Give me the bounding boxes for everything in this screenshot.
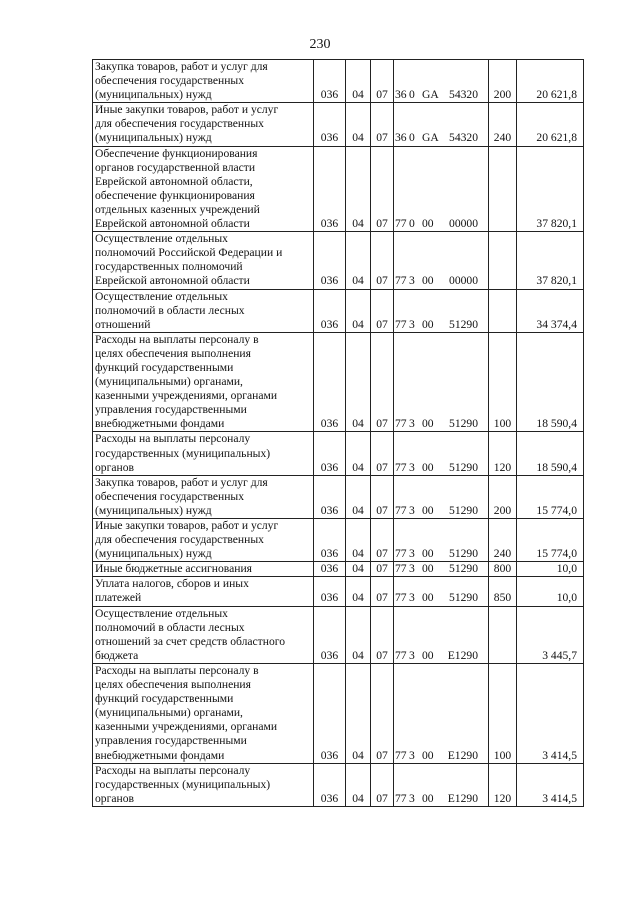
- target-article-code: [394, 232, 489, 289]
- amount: 3 445,7: [517, 606, 584, 663]
- target-article-code: [394, 606, 489, 663]
- table-row: [93, 663, 584, 763]
- target-code-part: 3: [409, 503, 415, 517]
- description-line: Иные бюджетные ассигнования: [95, 562, 252, 576]
- row-description: [93, 103, 314, 146]
- expense-type-code: 100: [489, 332, 517, 432]
- amount: 37 820,1: [517, 232, 584, 289]
- target-code-part: 00: [422, 317, 434, 331]
- subsection-code: 07: [371, 332, 394, 432]
- target-article-code: [394, 60, 489, 103]
- subsection-code: 07: [371, 103, 394, 146]
- description-line: внебюджетными фондами: [95, 748, 225, 762]
- section-code: 04: [346, 332, 371, 432]
- target-code-part: 77: [395, 503, 407, 517]
- ministry-code: 036: [314, 432, 346, 475]
- description-line: бюджета: [95, 648, 139, 662]
- target-code-part: 3: [409, 648, 415, 662]
- section-code: 04: [346, 519, 371, 562]
- section-code: 04: [346, 663, 371, 763]
- target-article-code: [394, 577, 489, 606]
- subsection-code: 07: [371, 519, 394, 562]
- ministry-code: 036: [314, 519, 346, 562]
- expense-type-code: 240: [489, 519, 517, 562]
- target-code-part: Е1290: [447, 748, 478, 762]
- target-code-part: 00: [422, 562, 434, 576]
- target-code-part: 3: [409, 317, 415, 331]
- amount: 15 774,0: [517, 475, 584, 518]
- target-code-part: 77: [395, 791, 407, 805]
- expense-type-code: 120: [489, 432, 517, 475]
- expense-type-code: [489, 289, 517, 332]
- ministry-code: 036: [314, 332, 346, 432]
- description-line: Обеспечение функционирования: [95, 146, 258, 160]
- target-article-code: [394, 432, 489, 475]
- target-code-part: 00: [422, 748, 434, 762]
- target-article-code: [394, 519, 489, 562]
- target-code-part: 77: [395, 648, 407, 662]
- table-row: [93, 60, 584, 103]
- target-code-part: 51290: [449, 591, 478, 605]
- page-number: 230: [309, 37, 331, 52]
- description-line: Еврейской автономной области,: [95, 174, 253, 188]
- ministry-code: 036: [314, 146, 346, 232]
- target-code-part: 00: [422, 591, 434, 605]
- description-line: (муниципальных) нужд: [95, 131, 212, 145]
- section-code: 04: [346, 103, 371, 146]
- expense-type-code: [489, 146, 517, 232]
- subsection-code: 07: [371, 146, 394, 232]
- row-description: [93, 146, 314, 232]
- description-line: казенными учреждениями, органами: [95, 720, 278, 734]
- description-line: органов: [95, 791, 134, 805]
- section-code: 04: [346, 146, 371, 232]
- target-code-part: 77: [395, 417, 407, 431]
- section-code: 04: [346, 289, 371, 332]
- description-line: обеспечения государственных: [95, 74, 245, 88]
- row-description: [93, 332, 314, 432]
- subsection-code: 07: [371, 232, 394, 289]
- target-code-part: 77: [395, 591, 407, 605]
- description-line: обеспечение функционирования: [95, 188, 255, 202]
- description-line: органов государственной власти: [95, 160, 256, 174]
- description-line: обеспечения государственных: [95, 489, 245, 503]
- subsection-code: 07: [371, 763, 394, 806]
- description-line: Осуществление отдельных: [95, 289, 228, 303]
- table-row: [93, 232, 584, 289]
- target-code-part: 00: [422, 460, 434, 474]
- amount: 18 590,4: [517, 332, 584, 432]
- target-code-part: 3: [409, 547, 415, 561]
- expense-type-code: 850: [489, 577, 517, 606]
- target-code-part: 00: [422, 648, 434, 662]
- target-code-part: 3: [409, 460, 415, 474]
- target-code-part: 3: [409, 562, 415, 576]
- description-line: государственных (муниципальных): [95, 446, 271, 460]
- subsection-code: 07: [371, 606, 394, 663]
- description-line: полномочий Российской Федерации и: [95, 246, 283, 260]
- table-row: [93, 475, 584, 518]
- ministry-code: 036: [314, 103, 346, 146]
- description-line: управления государственными: [95, 403, 247, 417]
- subsection-code: 07: [371, 577, 394, 606]
- amount: 37 820,1: [517, 146, 584, 232]
- section-code: 04: [346, 60, 371, 103]
- description-line: (муниципальных) нужд: [95, 503, 212, 517]
- description-line: Расходы на выплаты персоналу в: [95, 663, 259, 677]
- target-article-code: [394, 332, 489, 432]
- table-row: [93, 519, 584, 562]
- row-description: [93, 232, 314, 289]
- section-code: 04: [346, 232, 371, 289]
- target-code-part: Е1290: [447, 791, 478, 805]
- target-code-part: 77: [395, 274, 407, 288]
- row-description: [93, 432, 314, 475]
- ministry-code: 036: [314, 60, 346, 103]
- expense-type-code: 800: [489, 562, 517, 577]
- row-description: [93, 289, 314, 332]
- amount: 15 774,0: [517, 519, 584, 562]
- target-code-part: 00: [422, 274, 434, 288]
- description-line: полномочий в области лесных: [95, 303, 245, 317]
- target-code-part: 77: [395, 562, 407, 576]
- target-code-part: 77: [395, 547, 407, 561]
- description-line: функций государственными: [95, 360, 234, 374]
- description-line: целях обеспечения выполнения: [95, 346, 251, 360]
- target-code-part: 0: [409, 131, 415, 145]
- ministry-code: 036: [314, 663, 346, 763]
- row-description: [93, 60, 314, 103]
- expense-type-code: 200: [489, 475, 517, 518]
- row-description: [93, 663, 314, 763]
- expense-type-code: [489, 232, 517, 289]
- target-code-part: 3: [409, 417, 415, 431]
- expense-type-code: [489, 606, 517, 663]
- table-row: [93, 289, 584, 332]
- amount: 34 374,4: [517, 289, 584, 332]
- description-line: Расходы на выплаты персоналу в: [95, 332, 259, 346]
- description-line: Еврейской автономной области: [95, 274, 250, 288]
- target-article-code: [394, 562, 489, 577]
- table-row: [93, 562, 584, 577]
- description-line: (муниципальными) органами,: [95, 706, 243, 720]
- target-article-code: [394, 663, 489, 763]
- target-code-part: 00000: [449, 274, 478, 288]
- ministry-code: 036: [314, 475, 346, 518]
- description-line: целях обеспечения выполнения: [95, 678, 251, 692]
- row-description: [93, 519, 314, 562]
- target-article-code: [394, 289, 489, 332]
- description-line: государственных полномочий: [95, 260, 243, 274]
- target-article-code: [394, 103, 489, 146]
- target-code-part: 00: [422, 547, 434, 561]
- subsection-code: 07: [371, 60, 394, 103]
- description-line: органов: [95, 460, 134, 474]
- section-code: 04: [346, 475, 371, 518]
- target-code-part: 77: [395, 317, 407, 331]
- subsection-code: 07: [371, 562, 394, 577]
- description-line: Уплата налогов, сборов и иных: [95, 577, 249, 591]
- target-code-part: 51290: [449, 503, 478, 517]
- target-code-part: 51290: [449, 317, 478, 331]
- description-line: отношений: [95, 317, 151, 331]
- amount: 10,0: [517, 577, 584, 606]
- row-description: [93, 606, 314, 663]
- description-line: (муниципальными) органами,: [95, 375, 243, 389]
- section-code: 04: [346, 763, 371, 806]
- target-code-part: 36: [395, 131, 407, 145]
- target-code-part: 00: [422, 791, 434, 805]
- target-code-part: 77: [395, 748, 407, 762]
- target-code-part: GA: [422, 131, 439, 145]
- target-code-part: 51290: [449, 417, 478, 431]
- target-article-code: [394, 763, 489, 806]
- target-code-part: 3: [409, 274, 415, 288]
- target-code-part: 00: [422, 217, 434, 231]
- description-line: Еврейской автономной области: [95, 217, 250, 231]
- target-code-part: 51290: [449, 460, 478, 474]
- row-description: [93, 577, 314, 606]
- description-line: Расходы на выплаты персоналу: [95, 432, 251, 446]
- description-line: управления государственными: [95, 734, 247, 748]
- expense-type-code: 200: [489, 60, 517, 103]
- target-article-code: [394, 146, 489, 232]
- description-line: функций государственными: [95, 692, 234, 706]
- target-code-part: 51290: [449, 562, 478, 576]
- target-code-part: 54320: [449, 131, 478, 145]
- table-row: [93, 577, 584, 606]
- description-line: полномочий в области лесных: [95, 620, 245, 634]
- target-code-part: 77: [395, 460, 407, 474]
- table-row: [93, 103, 584, 146]
- amount: 10,0: [517, 562, 584, 577]
- table-row: [93, 606, 584, 663]
- amount: 18 590,4: [517, 432, 584, 475]
- target-code-part: 3: [409, 591, 415, 605]
- subsection-code: 07: [371, 663, 394, 763]
- subsection-code: 07: [371, 432, 394, 475]
- target-code-part: GA: [422, 88, 439, 102]
- target-article-code: [394, 475, 489, 518]
- row-description: [93, 562, 314, 577]
- description-line: Осуществление отдельных: [95, 606, 228, 620]
- expense-type-code: 240: [489, 103, 517, 146]
- description-line: (муниципальных) нужд: [95, 547, 212, 561]
- target-code-part: 0: [409, 88, 415, 102]
- target-code-part: 51290: [449, 547, 478, 561]
- row-description: [93, 475, 314, 518]
- description-line: для обеспечения государственных: [95, 533, 264, 547]
- subsection-code: 07: [371, 475, 394, 518]
- ministry-code: 036: [314, 606, 346, 663]
- description-line: Иные закупки товаров, работ и услуг: [95, 103, 279, 117]
- description-line: Иные закупки товаров, работ и услуг: [95, 519, 279, 532]
- table-row: [93, 432, 584, 475]
- target-code-part: Е1290: [447, 648, 478, 662]
- subsection-code: 07: [371, 289, 394, 332]
- description-line: Закупка товаров, работ и услуг для: [95, 60, 268, 73]
- description-line: казенными учреждениями, органами: [95, 389, 278, 403]
- target-code-part: 00: [422, 417, 434, 431]
- description-line: для обеспечения государственных: [95, 117, 264, 131]
- expense-type-code: 100: [489, 663, 517, 763]
- description-line: Закупка товаров, работ и услуг для: [95, 475, 268, 489]
- description-line: отдельных казенных учреждений: [95, 202, 260, 216]
- table-row: [93, 332, 584, 432]
- target-code-part: 54320: [449, 88, 478, 102]
- section-code: 04: [346, 562, 371, 577]
- ministry-code: 036: [314, 763, 346, 806]
- description-line: отношений за счет средств областного: [95, 634, 286, 648]
- amount: 20 621,8: [517, 60, 584, 103]
- description-line: внебюджетными фондами: [95, 417, 225, 431]
- ministry-code: 036: [314, 289, 346, 332]
- description-line: (муниципальных) нужд: [95, 88, 212, 102]
- target-code-part: 0: [409, 217, 415, 231]
- target-code-part: 77: [395, 217, 407, 231]
- ministry-code: 036: [314, 232, 346, 289]
- section-code: 04: [346, 432, 371, 475]
- description-line: платежей: [95, 591, 142, 605]
- description-line: Осуществление отдельных: [95, 232, 228, 246]
- row-description: [93, 763, 314, 806]
- table-row: [93, 146, 584, 232]
- amount: 20 621,8: [517, 103, 584, 146]
- target-code-part: 00000: [449, 217, 478, 231]
- target-code-part: 3: [409, 791, 415, 805]
- expense-type-code: 120: [489, 763, 517, 806]
- target-code-part: 36: [395, 88, 407, 102]
- amount: 3 414,5: [517, 663, 584, 763]
- table-row: [93, 763, 584, 806]
- ministry-code: 036: [314, 577, 346, 606]
- ministry-code: 036: [314, 562, 346, 577]
- description-line: государственных (муниципальных): [95, 777, 271, 791]
- section-code: 04: [346, 577, 371, 606]
- budget-table: [92, 59, 584, 807]
- target-code-part: 00: [422, 503, 434, 517]
- description-line: Расходы на выплаты персоналу: [95, 763, 251, 777]
- target-code-part: 3: [409, 748, 415, 762]
- amount: 3 414,5: [517, 763, 584, 806]
- section-code: 04: [346, 606, 371, 663]
